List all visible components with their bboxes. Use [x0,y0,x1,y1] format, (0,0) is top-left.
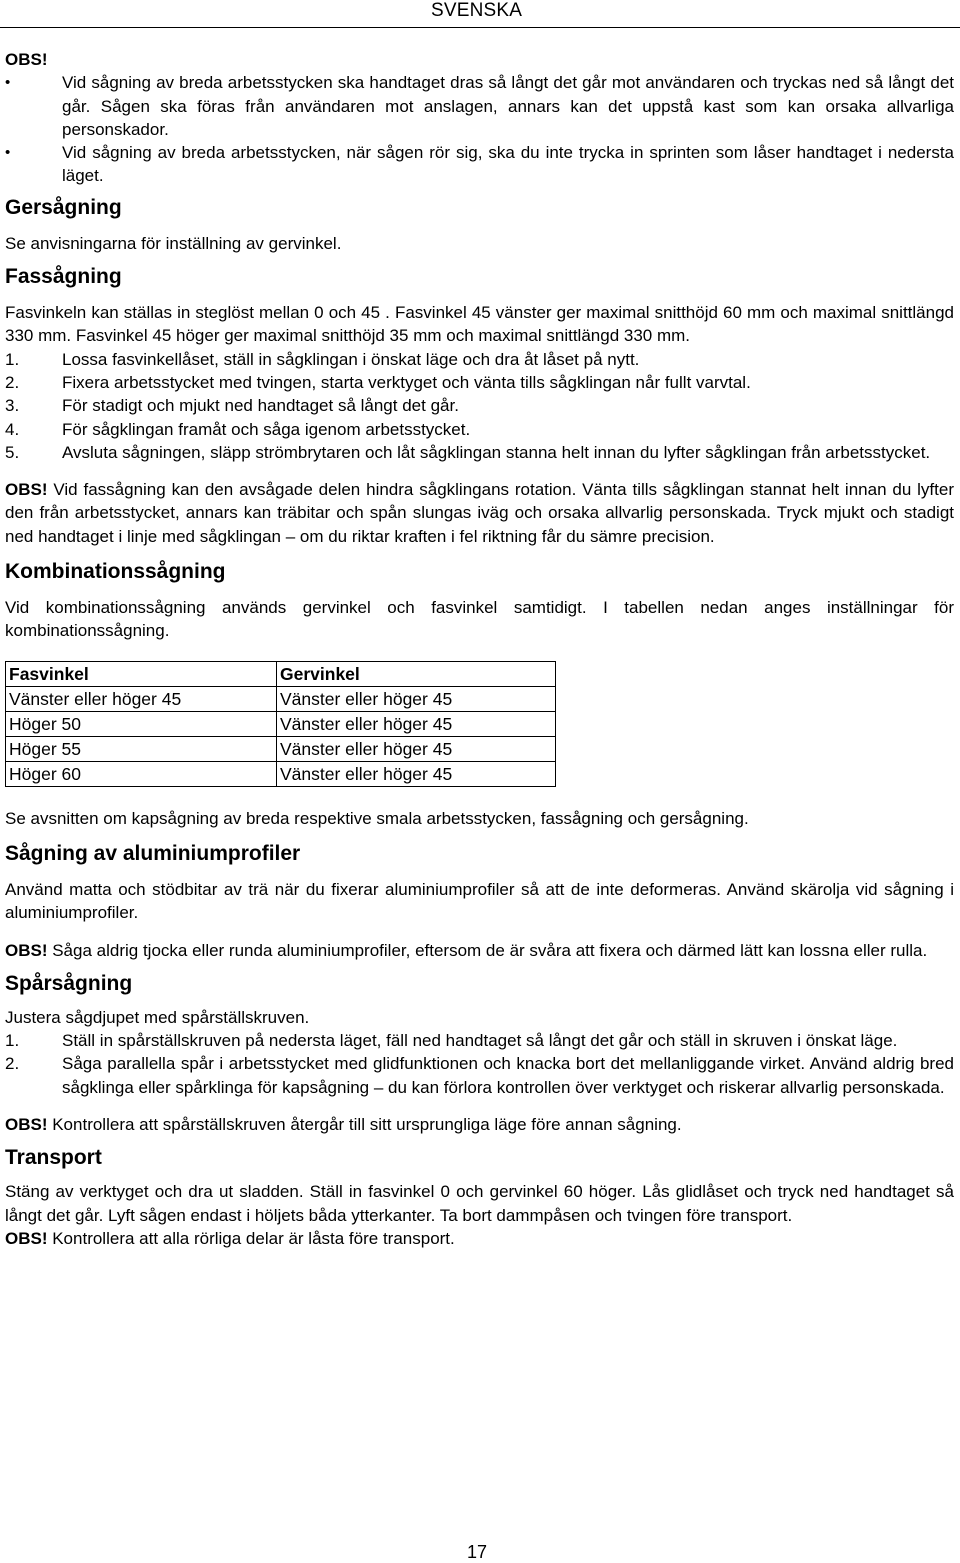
obs-text: Såga aldrig tjocka eller runda aluminiumprofiler, eftersom de är svåra att fixera och därmed lätt kan lossna eller rulla. [47,940,928,960]
obs-label: OBS! [5,940,48,960]
step-item [5,371,954,394]
aluminium-text: Använd matta och stödbitar av trä när du fixerar aluminiumprofiler så att de inte deformeras. Använd skärolja vid sågning i aluminiumprofiler. [5,879,954,923]
page-number: 17 [467,1542,488,1562]
aluminium-obs [5,939,954,962]
section-heading-gersagning: Gersågning [5,195,122,219]
section-heading-aluminium: Sågning av aluminiumprofiler [5,841,301,865]
obs-label: OBS! [5,1115,48,1135]
step-text: För stadigt och mjukt ned handtaget så långt det går. [62,396,459,416]
table-header-row [6,661,556,686]
table-cell: Vänster eller höger 45 [277,761,556,786]
step-text: Ställ in spårställskruven på nedersta läget, fäll ned handtaget så långt det går och ställ in skruven i önskat läge. [62,1031,898,1051]
section-heading-sparsagning: Spårsågning [5,971,133,995]
step-number: 2. [5,372,20,392]
step-text: Fixera arbetsstycket med tvingen, starta verktyget och vänta tills sågklingan når fullt varvtal. [62,372,751,392]
table-header-fasvinkel: Fasvinkel [6,661,277,686]
step-item [5,441,954,464]
obs-text: Vid fassågning kan den avsågade delen hindra sågklingans rotation. Vänta tills sågklingan stannat helt innan du lyfter den från arbetsstycket, annars kan träbitar och spån slungas iväg och orsaka allvarlig personskada. Tryck mjukt och stadigt ned handtaget i linje med sågklingan – om du riktar kraften i fel riktning får du sämre precision. [5,480,954,546]
obs-label: OBS! [5,1228,48,1248]
table-header-gervinkel: Gervinkel [277,661,556,686]
warning-item: • Vid sågning av breda arbetsstycken, när sågen rör sig, ska du inte trycka in sprinten som låser handtaget i nedersta läget. [5,141,954,188]
obs-label: OBS! [5,50,48,69]
sparsagning-steps [5,1029,954,1099]
step-number: 4. [5,419,20,439]
table-cell: Vänster eller höger 45 [277,686,556,711]
step-number: 5. [5,442,20,462]
gersagning-text: Se anvisningarna för inställning av gervinkel. [5,233,342,253]
table-row [6,686,556,711]
obs-text: Kontrollera att spårställskruven återgår till sitt ursprungliga läge före annan sågning. [47,1115,682,1135]
step-item [5,418,954,441]
step-text: Lossa fasvinkellåset, ställ in sågklingan i önskat läge och dra åt låset på nytt. [62,349,640,369]
sparsagning-obs [5,1113,954,1136]
section-heading-transport: Transport [5,1146,102,1170]
transport-obs [5,1227,954,1250]
section-heading-kombination: Kombinationssågning [5,560,226,584]
warning-list [5,71,954,187]
step-item [5,1029,954,1052]
step-text: Avsluta sågningen, släpp strömbrytaren och låt sågklingan stanna helt innan du lyfter sågklingan från arbetsstycket. [62,442,931,462]
table-row [6,761,556,786]
obs-text: Kontrollera att alla rörliga delar är låsta före transport. [47,1228,455,1248]
kombination-after-text: Se avsnitten om kapsågning av breda respektive smala arbetsstycken, fassågning och gersågning. [5,808,749,828]
transport-text: Stäng av verktyget och dra ut sladden. Ställ in fasvinkel 0 och gervinkel 60 höger. Lås glidlåset och tryck ned handtaget så långt det går. Lyft sågen endast i höljets båda ytterkanter. Ta bort dammpåsen och tvingen före transport. [5,1182,954,1225]
angle-table [5,661,556,787]
kombination-text: Vid kombinationssågning används gervinkel och fasvinkel samtidigt. I tabellen nedan anges inställningar för kombinationssågning. [5,598,954,641]
step-number: 3. [5,396,20,416]
header-divider [0,27,960,28]
step-item [5,1052,954,1099]
step-item [5,394,954,417]
fassagning-obs [5,478,954,548]
table-row [6,736,556,761]
table-cell: Höger 50 [6,711,277,736]
warning-item: • Vid sågning av breda arbetsstycken ska handtaget dras så långt det går mot användaren och tryckas ned så långt det går. Sågen ska föras från användaren mot anslagen, annars kan det uppstå kast som kan orsaka allvarliga personskador. [5,71,954,141]
step-text: Såga parallella spår i arbetsstycket med glidfunktionen och knacka bort det mellanliggande virket. Använd aldrig bred sågklinga eller spårklinga för kapsågning – du kan förlora kontrollen över verktyget och riskerar allvarlig personskada. [62,1054,954,1097]
step-item [5,348,954,371]
table-cell: Höger 60 [6,761,277,786]
sparsagning-text: Justera sågdjupet med spårställskruven. [5,1007,310,1027]
step-number: 1. [5,349,20,369]
fassagning-text: Fasvinkeln kan ställas in steglöst mellan 0 och 45 . Fasvinkel 45 vänster ger maximal snitthöjd 60 mm och maximal snittlängd 330 mm. Fasvinkel 45 höger ger maximal snitthöjd 35 mm och maximal snittlängd 330 mm. [5,303,954,346]
table-cell: Vänster eller höger 45 [277,711,556,736]
page-content [5,48,954,1250]
table-row [6,711,556,736]
step-number: 1. [5,1031,20,1051]
language-header: SVENSKA [431,0,523,21]
section-heading-fassagning: Fassågning [5,265,122,289]
table-cell: Höger 55 [6,736,277,761]
obs-label: OBS! [5,480,48,500]
step-text: För sågklingan framåt och såga igenom arbetsstycket. [62,419,471,439]
table-cell: Vänster eller höger 45 [277,736,556,761]
table-cell: Vänster eller höger 45 [6,686,277,711]
fassagning-steps [5,348,954,464]
step-number: 2. [5,1054,20,1074]
